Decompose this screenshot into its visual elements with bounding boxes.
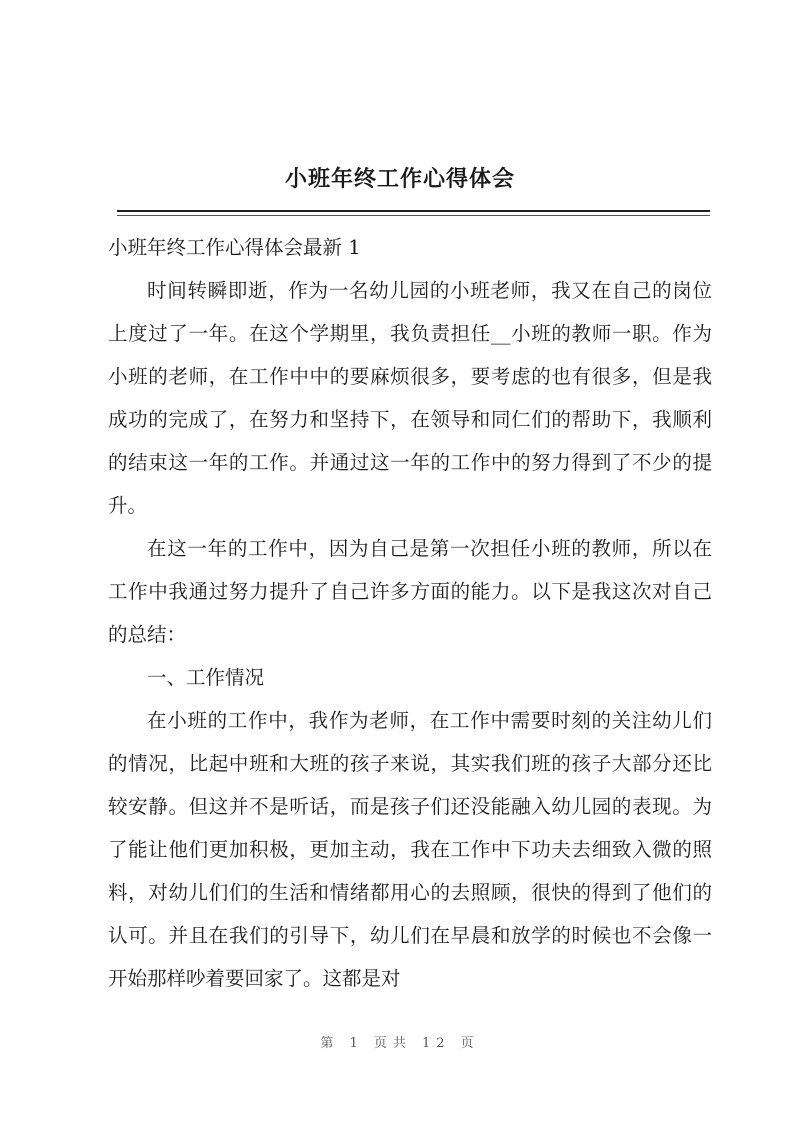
- document-subtitle: 小班年终工作心得体会最新 1: [108, 236, 361, 259]
- document-title: 小班年终工作心得体会: [284, 167, 515, 192]
- document-body: [108, 226, 712, 1000]
- paragraph: 时间转瞬即逝，作为一名幼儿园的小班老师，我又在自己的岗位上度过了一年。在这个学期里，我负责担任__小班的教师一职。作为小班的老师，在工作中中的要麻烦很多，要考虑的也有很多，但是我成功的完成了，在努力和坚持下，在领导和同仁们的帮助下，我顺利的结束这一年的工作。并通过这一年的工作中的努力得到了不少的提升。: [108, 279, 712, 517]
- section-heading: 一、工作情况: [147, 666, 265, 689]
- paragraph: 在小班的工作中，我作为老师，在工作中需要时刻的关注幼儿们的情况，比起中班和大班的孩子来说，其实我们班的孩子大部分还比较安静。但这并不是听话，而是孩子们还没能融入幼儿园的表现。为了能让他们更加积极，更加主动，我在工作中下功夫去细致入微的照料，对幼儿们们的生活和情绪都用心的去照顾，很快的得到了他们的认可。并且在我们的引导下，幼儿们在早晨和放学的时候也不会像一开始那样吵着要回家了。这都是对: [108, 709, 712, 990]
- page-number-footer: 第 1 页共 12 页: [320, 1036, 480, 1051]
- title-divider: [117, 210, 710, 212]
- paragraph: 在这一年的工作中，因为自己是第一次担任小班的教师，所以在工作中我通过努力提升了自己许多方面的能力。以下是我这次对自己的总结：: [108, 537, 712, 646]
- title-divider-thin: [117, 215, 710, 216]
